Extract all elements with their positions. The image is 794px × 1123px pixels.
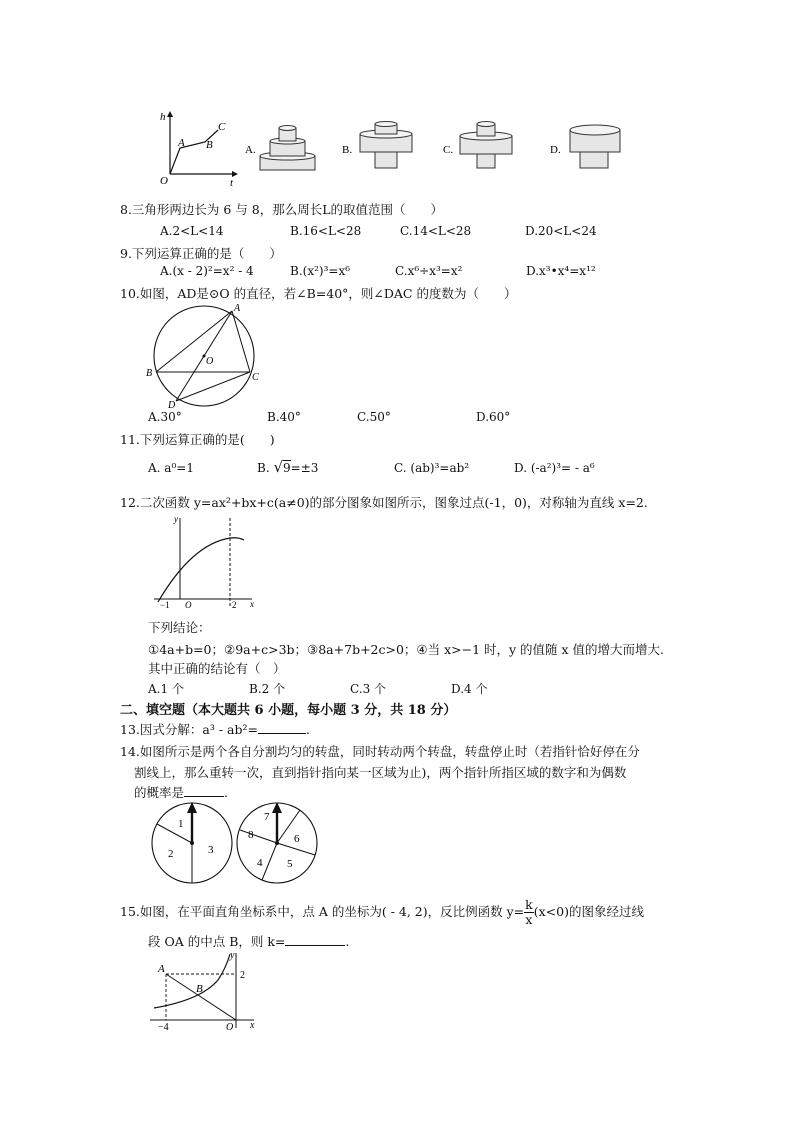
label-c: C bbox=[252, 372, 259, 383]
svg-text:3: 3 bbox=[208, 844, 214, 856]
label-a: A bbox=[234, 303, 241, 314]
svg-text:−4: −4 bbox=[158, 1022, 169, 1032]
q8-option-b[interactable]: B.16<L<28 bbox=[290, 224, 362, 238]
point-a-label: A bbox=[178, 137, 185, 149]
q8-option-c[interactable]: C.14<L<28 bbox=[400, 224, 472, 238]
svg-text:O: O bbox=[185, 600, 192, 610]
segment-ba bbox=[156, 311, 232, 372]
spinner-2 bbox=[237, 802, 317, 883]
svg-text:x: x bbox=[250, 599, 254, 609]
q8-option-d[interactable]: D.20<L<24 bbox=[525, 224, 597, 238]
container-option-c bbox=[443, 122, 512, 169]
origin-label: O bbox=[160, 175, 168, 187]
q7-svg bbox=[150, 108, 650, 193]
q9-option-a[interactable]: A.(x - 2)²=x² - 4 bbox=[160, 264, 254, 278]
container-option-d bbox=[550, 125, 620, 168]
svg-text:A.: A. bbox=[245, 144, 256, 156]
q9-option-b[interactable]: B.(x²)³=x⁶ bbox=[290, 264, 351, 278]
q13-answer-blank[interactable] bbox=[258, 722, 306, 734]
q14-svg bbox=[150, 800, 325, 886]
q14-line3: 的概率是 . bbox=[134, 785, 228, 800]
q7-figure bbox=[150, 108, 650, 193]
q12-stem: 12.二次函数 y=ax²+bx+c(a≠0)的部分图象如图所示，图象过点(-1，0)，对称轴为直线 x=2. bbox=[120, 495, 648, 510]
q12-option-b[interactable]: B.2 个 bbox=[249, 682, 286, 696]
q11-option-b[interactable]: B. √9=±3 bbox=[257, 458, 319, 476]
svg-text:7: 7 bbox=[264, 811, 270, 823]
q12-conclusions: ①4a+b=0；②9a+c>3b；③8a+7b+2c>0；④当 x>−1 时，y 的值随 x 值的增大而增大. bbox=[148, 642, 665, 657]
q15-line1: 15.如图，在平面直角坐标系中，点 A 的坐标为( - 4, 2)，反比例函数 y= $\frac{k}{x}$ (x<0)的图象经过线 bbox=[120, 897, 644, 927]
q9-option-d[interactable]: D.x³•x⁴=x¹² bbox=[526, 264, 596, 278]
hyperbola-curve bbox=[154, 954, 230, 1008]
q10-option-d[interactable]: D.60° bbox=[476, 410, 511, 424]
svg-text:C.: C. bbox=[443, 144, 454, 156]
svg-text:8: 8 bbox=[248, 829, 254, 841]
q12-parabola-graph bbox=[152, 514, 262, 610]
point-c-label: C bbox=[218, 121, 226, 133]
q11-option-a[interactable]: A. a⁰=1 bbox=[148, 461, 194, 475]
container-option-a bbox=[245, 126, 315, 171]
q11-option-d[interactable]: D. (-a²)³= - a⁶ bbox=[514, 461, 595, 475]
q14-line1: 14.如图所示是两个各自分割均匀的转盘，同时转动两个转盘，转盘停止时（若指针恰好停在分 bbox=[120, 744, 640, 759]
q13: 13.因式分解：a³ - ab²= . bbox=[120, 722, 310, 737]
svg-text:6: 6 bbox=[294, 833, 300, 845]
section-title: 二、填空题（本大题共 6 小题，每小题 3 分，共 18 分） bbox=[120, 703, 457, 718]
segment-ac bbox=[232, 311, 250, 372]
svg-text:5: 5 bbox=[287, 858, 293, 870]
svg-text:y: y bbox=[174, 514, 178, 524]
q9-option-c[interactable]: C.x⁶÷x³=x² bbox=[395, 264, 463, 278]
q12-option-a[interactable]: A.1 个 bbox=[148, 682, 184, 696]
q12-option-d[interactable]: D.4 个 bbox=[451, 682, 488, 696]
q12-svg bbox=[152, 514, 262, 610]
q15-svg bbox=[146, 950, 262, 1032]
svg-text:−1: −1 bbox=[160, 600, 170, 610]
q10-option-a[interactable]: A.30° bbox=[148, 410, 182, 424]
q11-stem: 11.下列运算正确的是( ) bbox=[120, 432, 275, 447]
label-o: O bbox=[206, 356, 214, 367]
svg-text:A: A bbox=[158, 963, 165, 975]
q11-option-c[interactable]: C. (ab)³=ab² bbox=[394, 461, 470, 475]
svg-text:x: x bbox=[250, 1020, 255, 1031]
q14-spinners bbox=[150, 800, 325, 886]
radicand: 9 bbox=[283, 461, 291, 475]
q15-hyperbola-graph bbox=[146, 950, 262, 1032]
q15-line2: 段 OA 的中点 B，则 k= . bbox=[148, 934, 350, 949]
segment-dc bbox=[176, 372, 250, 401]
q14-answer-blank[interactable] bbox=[184, 785, 224, 797]
q8-option-a[interactable]: A.2<L<14 bbox=[160, 224, 224, 238]
spinner-1 bbox=[152, 802, 232, 883]
svg-text:2: 2 bbox=[232, 600, 237, 610]
q9-stem: 9.下列运算正确的是（ ） bbox=[120, 246, 282, 261]
q10-stem: 10.如图，AD是⊙O 的直径，若∠B=40°，则∠DAC 的度数为（ ） bbox=[120, 286, 517, 301]
label-d: D bbox=[168, 400, 176, 410]
q12-conclusion-intro: 下列结论： bbox=[148, 620, 211, 635]
q10-circle-figure bbox=[142, 302, 272, 410]
segment-oa bbox=[166, 974, 236, 1020]
q10-svg bbox=[142, 302, 272, 410]
svg-text:B.: B. bbox=[342, 144, 353, 156]
parabola-curve bbox=[158, 538, 244, 602]
q10-option-c[interactable]: C.50° bbox=[357, 410, 391, 424]
q12-question: 其中正确的结论有（ ） bbox=[148, 661, 286, 676]
q8-stem: 8.三角形两边长为 6 与 8，那么周长L的取值范围（ ） bbox=[120, 202, 444, 217]
axis-h-label: h bbox=[160, 111, 166, 123]
fraction-k-over-x: $\frac{k}{x}$ bbox=[525, 897, 533, 927]
svg-text:O: O bbox=[226, 1022, 234, 1032]
svg-text:4: 4 bbox=[257, 857, 263, 869]
svg-text:2: 2 bbox=[240, 970, 245, 981]
container-option-b bbox=[342, 122, 412, 169]
svg-text:B: B bbox=[196, 983, 203, 995]
svg-text:1: 1 bbox=[178, 818, 184, 830]
q12-option-c[interactable]: C.3 个 bbox=[350, 682, 387, 696]
axis-t-label: t bbox=[230, 177, 234, 189]
q10-option-b[interactable]: B.40° bbox=[267, 410, 301, 424]
label-b: B bbox=[146, 368, 153, 379]
point-b-label: B bbox=[206, 139, 213, 151]
sqrt-sign-icon: √ bbox=[273, 458, 284, 476]
svg-text:2: 2 bbox=[168, 848, 174, 860]
q14-line2: 割线上，那么重转一次，直到指针指向某一区域为止)，两个指针所指区域的数字和为偶数 bbox=[134, 765, 627, 780]
svg-text:y: y bbox=[230, 950, 235, 961]
svg-text:D.: D. bbox=[550, 144, 561, 156]
q15-answer-blank[interactable] bbox=[285, 934, 345, 946]
